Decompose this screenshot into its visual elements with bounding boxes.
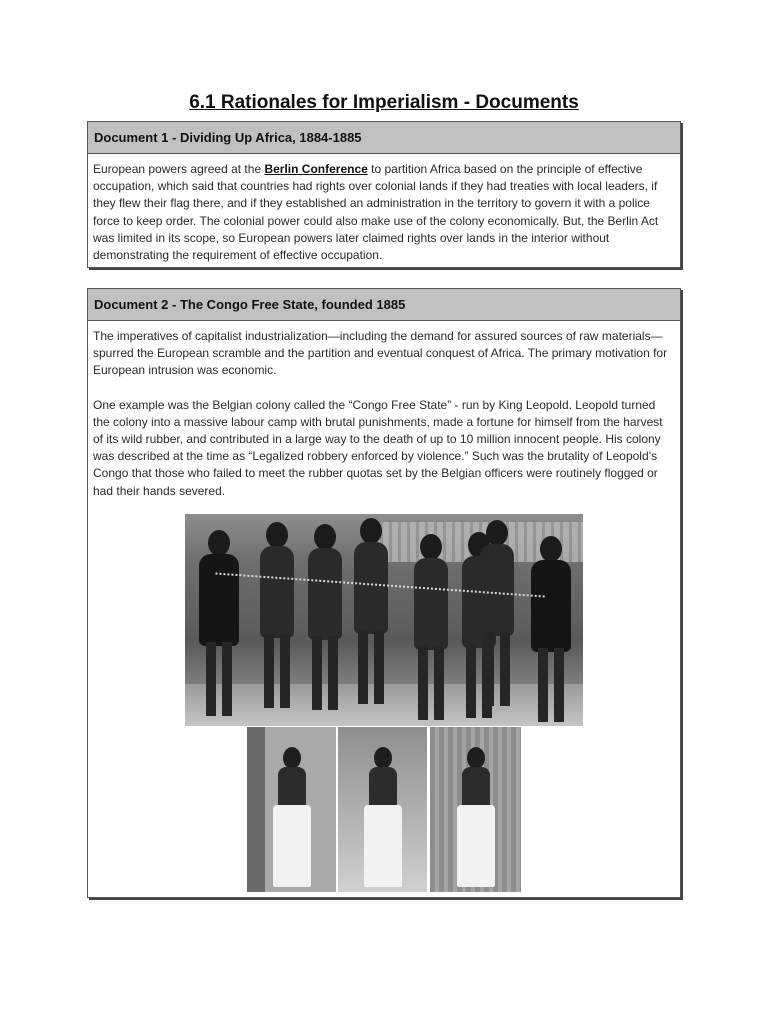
document-1-body [88, 154, 680, 264]
photo-child-figure [272, 747, 312, 892]
photo-figure [257, 522, 297, 718]
photo-figure-guard [199, 530, 239, 726]
photo-figure [351, 518, 391, 714]
photo-figure-guard [531, 536, 571, 726]
chained-men-photo [185, 514, 583, 726]
photo-child-figure [456, 747, 496, 892]
photo-figure [305, 524, 345, 720]
document-1-box [87, 121, 681, 268]
child-photo-2 [338, 727, 427, 892]
document-1-header: Document 1 - Dividing Up Africa, 1884-1885 [88, 122, 680, 154]
paragraph-text: European powers agreed at the [93, 162, 265, 176]
document-2-paragraph-1: The imperatives of capitalist industrialization—including the demand for assured sources of raw materials—spurred the European scramble and the partition and eventual conquest of Africa. The primary motivation for European intrusion was economic. [93, 329, 668, 378]
photo-figure [411, 534, 451, 726]
photo-figure [477, 520, 517, 716]
document-1-paragraph [93, 161, 675, 264]
child-photo-3 [430, 727, 521, 892]
berlin-conference-term: Berlin Conference [264, 162, 368, 176]
document-2-header: Document 2 - The Congo Free State, founded 1885 [88, 289, 680, 321]
page-title: 6.1 Rationales for Imperialism - Documents [189, 92, 579, 113]
document-2-paragraph-2: One example was the Belgian colony called the “Congo Free State” - run by King Leopold. Leopold turned the colony into a massive labour camp with brutal punishments, made a fortune for himself from the harvest of its wild rubber, and contributed in a large way to the death of up to 10 million innocent people. His colony was described at the time as “Legalized robbery enforced by violence.” Such was the brutality of Leopold’s Congo that those who failed to meet the rubber quotas set by the Belgian officers were routinely flogged or had their hands severed. [93, 397, 663, 498]
photo-child-figure [363, 747, 403, 892]
paragraph-text: to partition Africa based on the principle of effective occupation, which said that countries had rights over colonial lands if they had treaties with local leaders, if they flew their flag there, and if they established an administration in the territory to govern it with a police force to keep order. The colonial power could also make use of the colony economically. But, the Berlin Act was limited in its scope, so European powers later claimed rights over lands in the interior without demonstrating the requirement of effective occupation. [93, 162, 659, 263]
child-photo-1 [247, 727, 336, 892]
document-2-body [88, 321, 680, 500]
